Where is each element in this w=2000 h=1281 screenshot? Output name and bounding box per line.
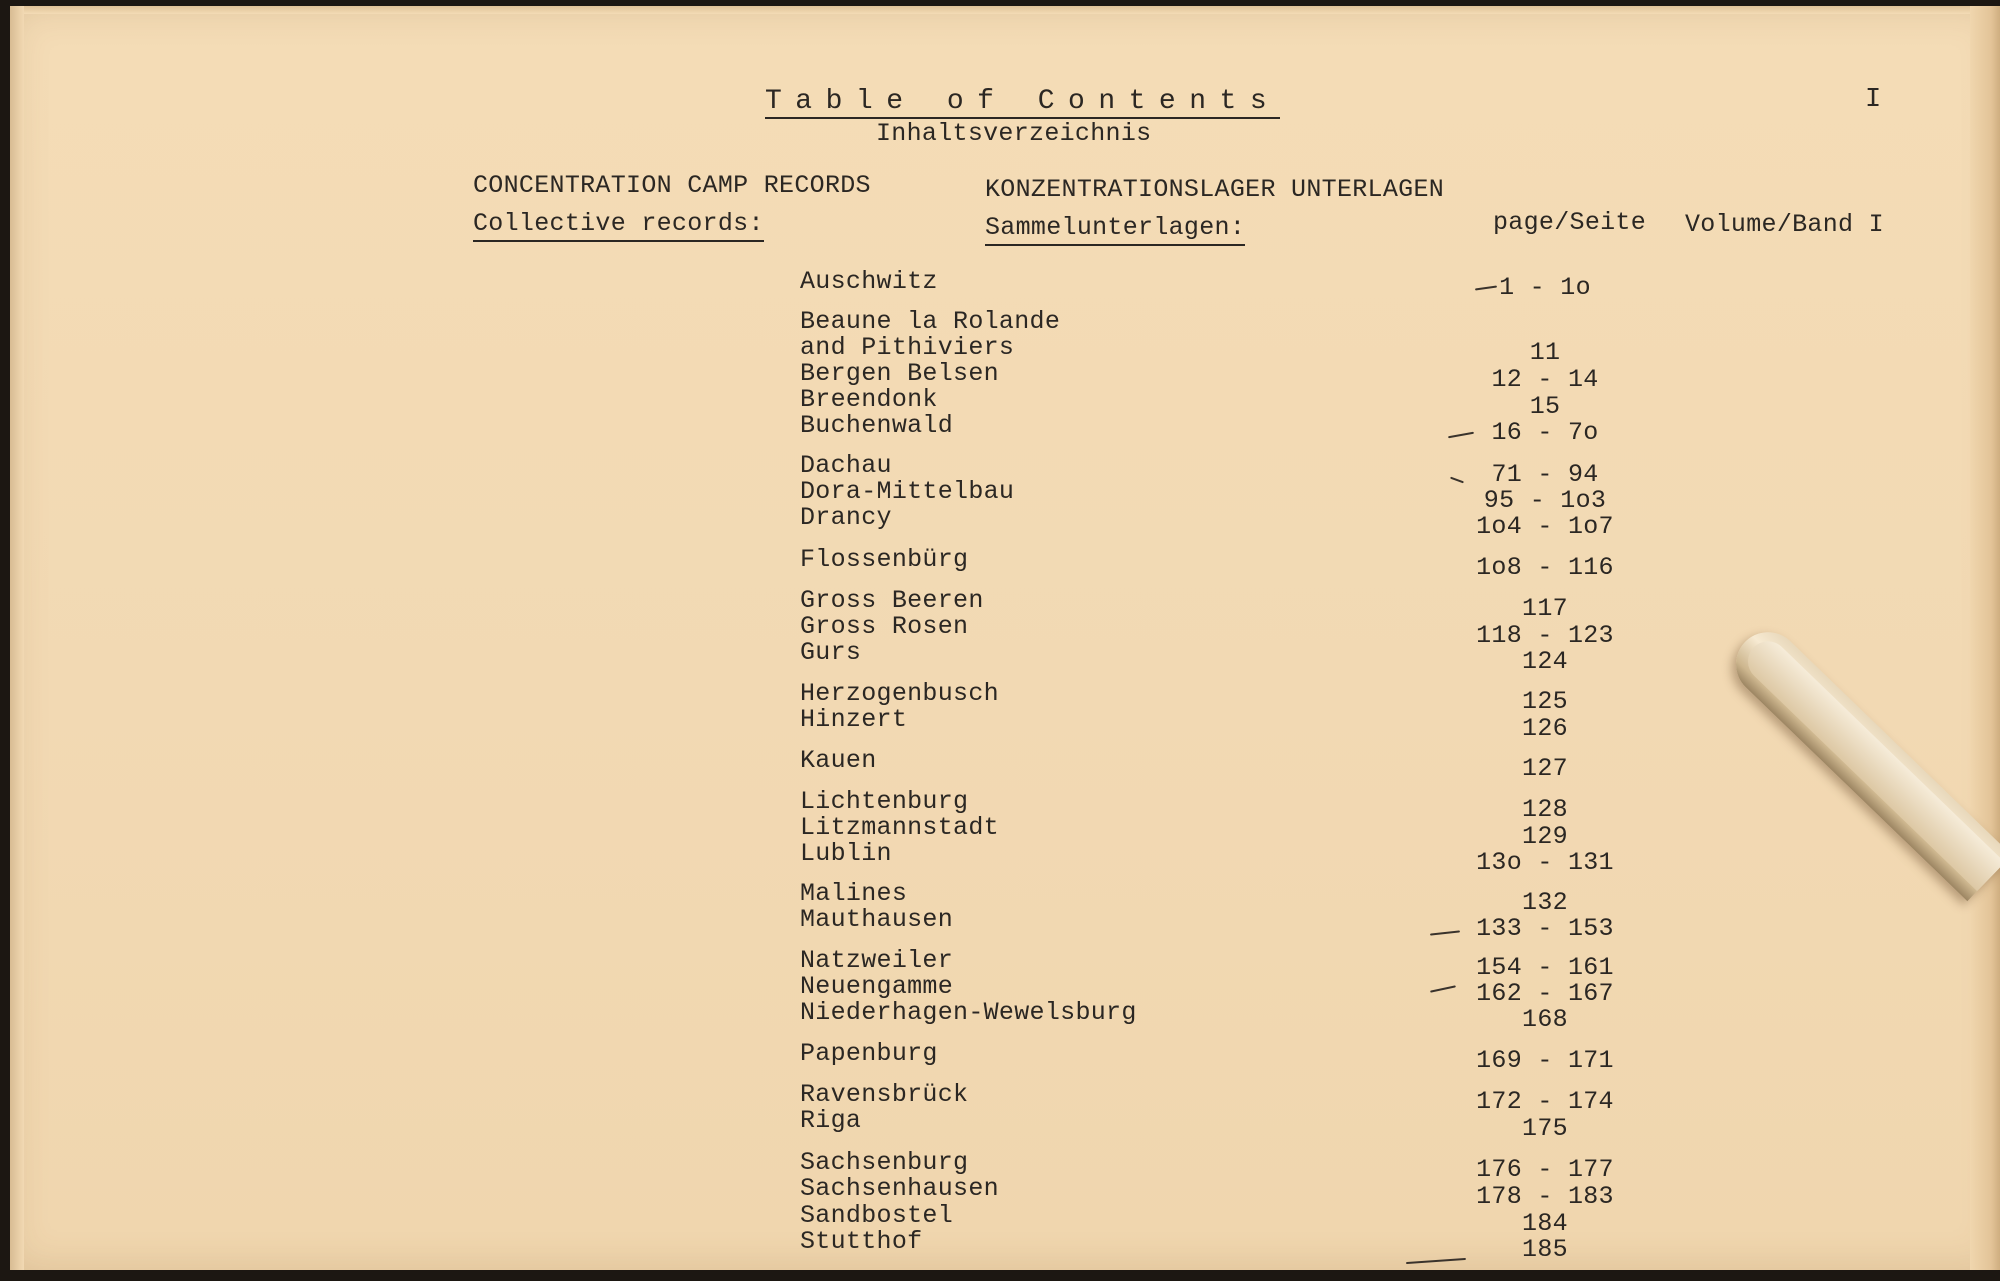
entry-name: Sandbostel (800, 1201, 954, 1230)
entry-name: Natzweiler (800, 946, 954, 975)
entry-name: Riga (800, 1106, 862, 1135)
entry-pages: 15 (1529, 392, 1561, 421)
section-heading-en: CONCENTRATION CAMP RECORDS (473, 171, 871, 200)
column-header-page: page/Seite (1493, 208, 1647, 237)
entry-name: Mauthausen (800, 905, 954, 934)
entry-pages: 176 - 177 (1476, 1155, 1614, 1184)
entry-pages: 184 (1522, 1209, 1568, 1238)
entry-name: Bergen Belsen (800, 359, 999, 388)
entry-name: Neuengamme (800, 972, 954, 1001)
entry-name: Gross Beeren (800, 586, 984, 615)
entry-pages: 124 (1522, 647, 1568, 676)
entry-pages: 126 (1522, 714, 1568, 743)
entry-pages: 95 - 1o3 (1483, 486, 1607, 515)
entry-pages: 162 - 167 (1476, 979, 1614, 1008)
tweezer-highlight (1740, 633, 2000, 891)
entry-name: Herzogenbusch (800, 679, 999, 708)
entry-name: Stutthof (800, 1227, 923, 1256)
subheading-de: Sammelunterlagen: (985, 214, 1245, 246)
entry-name: Gurs (800, 638, 862, 667)
entry-name: Hinzert (800, 705, 908, 734)
section-heading-de: KONZENTRATIONSLAGER UNTERLAGEN (985, 175, 1445, 204)
page-number: I (1865, 85, 1882, 115)
entry-name: Flossenbürg (800, 545, 969, 574)
entry-pages: 117 (1522, 594, 1568, 623)
entry-pages: 118 - 123 (1476, 621, 1614, 650)
entry-pages: 1 - 1o (1499, 273, 1591, 302)
entry-pages: 13o - 131 (1476, 848, 1614, 877)
entry-name: Drancy (800, 503, 892, 532)
entry-name: Sachsenhausen (800, 1174, 999, 1203)
entry-name: Auschwitz (800, 267, 938, 296)
page-left-edge (10, 6, 24, 1270)
entry-name: Dachau (800, 451, 892, 480)
entry-pages: 127 (1522, 754, 1568, 783)
entry-pages: 154 - 161 (1476, 953, 1614, 982)
entry-pages: 16 - 7o (1491, 418, 1599, 447)
entry-pages: 11 (1529, 338, 1561, 367)
document-subtitle: Inhaltsverzeichnis (876, 119, 1152, 148)
entry-name: Sachsenburg (800, 1148, 969, 1177)
entry-name: Malines (800, 879, 908, 908)
entry-name: Ravensbrück (800, 1080, 969, 1109)
entry-name: Lublin (800, 839, 892, 868)
entry-pages: 132 (1522, 888, 1568, 917)
column-header-volume: Volume/Band I (1685, 210, 1884, 239)
entry-name: Papenburg (800, 1039, 938, 1068)
entry-pages: 12 - 14 (1491, 365, 1599, 394)
entry-pages: 168 (1522, 1005, 1568, 1034)
entry-pages: 71 - 94 (1491, 460, 1599, 489)
entry-name: Kauen (800, 746, 877, 775)
entry-pages: 129 (1522, 822, 1568, 851)
document-page (10, 6, 2000, 1270)
document-title: Table of Contents (765, 86, 1281, 117)
entry-pages: 185 (1522, 1235, 1568, 1264)
entry-name: Beaune la Rolande (800, 307, 1061, 336)
entry-name: Lichtenburg (800, 787, 969, 816)
entry-name: Litzmannstadt (800, 813, 999, 842)
entry-pages: 1o8 - 116 (1476, 553, 1614, 582)
entry-name: Breendonk (800, 385, 938, 414)
page-right-edge (1970, 6, 2000, 1270)
tweezer-tip (1723, 619, 2000, 901)
entry-pages: 128 (1522, 795, 1568, 824)
entry-name: Buchenwald (800, 411, 954, 440)
entry-pages: 125 (1522, 687, 1568, 716)
entry-pages: 133 - 153 (1476, 914, 1614, 943)
entry-name: and Pithiviers (800, 333, 1015, 362)
entry-pages: 178 - 183 (1476, 1182, 1614, 1211)
entry-pages: 169 - 171 (1476, 1046, 1614, 1075)
entry-name: Niederhagen-Wewelsburg (800, 998, 1137, 1027)
page-top-edge (10, 6, 2000, 14)
entry-pages: 172 - 174 (1476, 1087, 1614, 1116)
entry-pages: 175 (1522, 1114, 1568, 1143)
entry-name: Dora-Mittelbau (800, 477, 1015, 506)
entry-name: Gross Rosen (800, 612, 969, 641)
subheading-en: Collective records: (473, 210, 764, 242)
entry-pages: 1o4 - 1o7 (1476, 512, 1614, 541)
